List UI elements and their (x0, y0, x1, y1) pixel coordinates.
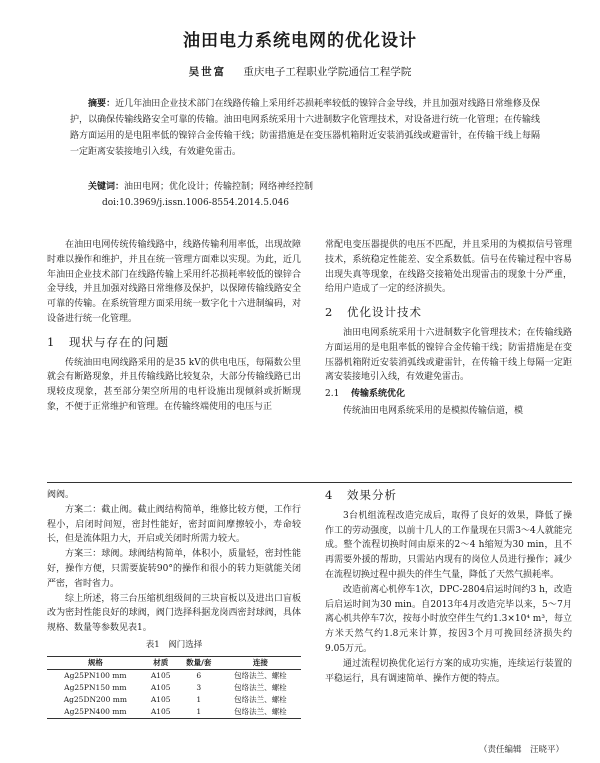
author-affiliation: 重庆电子工程职业学院通信工程学院 (243, 66, 412, 78)
table-cell: Ag25DN200 mm (63, 694, 127, 704)
subsection-heading-2-1 (325, 387, 572, 402)
table-cell: Ag25PN400 mm (47, 706, 144, 719)
section-number: 4 (325, 488, 334, 502)
section-heading-1 (47, 335, 301, 350)
table-row (47, 669, 301, 682)
table-header: 材质 (144, 656, 178, 669)
table-cell: 包络法兰、螺栓 (234, 694, 287, 704)
table-header: 数量/套 (178, 656, 220, 669)
option-three-paragraph: 方案三：球阀。球阀结构简单，体积小，质量轻，密封性能好，操作方便，只需要旋转90°的操作和很小的转力矩就能关闭严密，省时省力。 (47, 549, 301, 589)
section-number: 1 (47, 334, 56, 349)
section-title: 效果分析 (347, 488, 397, 502)
table-cell: 3 (196, 682, 202, 692)
section-number: 2 (325, 305, 334, 320)
summary-paragraph: 综上所述，将三台压缩机组级间的三块盲板以及进出口盲板改为密封性能良好的球阀，阀门选择科据龙岗西密封球阀，具体规格、数量等参数见表1。 (47, 593, 301, 634)
effect-paragraph: 3台机组流程改造完成后，取得了良好的效果，降低了操作工的劳动强度，以前十几人的工作量现在只需3～4人就能完成。整个流程切换时间由原来的2～4 h缩短为30 min，且不再需要外援的帮助，只需站内现有的岗位人员进行操作；减少在流程切换过程中损失的伴生气量，降低了天然气损耗率。 (325, 510, 572, 580)
article-divider (47, 482, 572, 483)
section2-paragraph: 油田电网系统采用十六进制数字化管理技术；在传输线路方面运用的是电阻率低的镍锌合金传输干线；防雷措施是在变压器机箱附近安装消弧线或避雷针，在传输干线上每隔一定距离安装接地引入线，有效避免雷击。 (325, 327, 572, 383)
author-line (0, 64, 600, 79)
keywords-label: 关键词： (88, 182, 125, 192)
table-caption: 表1 阀门选择 (145, 639, 203, 650)
table-cell: 1 (196, 694, 202, 704)
continued-fragment: 阀阀。 (47, 490, 75, 500)
table-cell: A105 (150, 694, 171, 704)
column-right-upper (325, 238, 572, 419)
subsection-paragraph: 传统油田电网系统采用的是模拟传输信道，模 (343, 405, 524, 416)
section1-paragraph: 传统油田电网线路采用的是35 kV的供电电压，每隔数公里就会有断路现象，并且传输线路比较复杂，大部分传输线路已出现较皮现象，甚至部分架空所用的电杆设施出现倾斜或折断现象，不便于正常维护和管理。在传输终端使用的电压与正 (47, 357, 301, 412)
subsection-number: 2.1 (325, 389, 340, 400)
column-left-lower (47, 488, 301, 719)
table-header: 规格 (47, 656, 144, 669)
section-title: 优化设计技术 (347, 305, 422, 320)
paper-title: 油田电力系统电网的优化设计 (183, 31, 417, 51)
table-row (47, 682, 301, 694)
author-name: 吴世富 (188, 66, 227, 78)
table-header: 连接 (220, 656, 301, 669)
column-right-lower (325, 488, 572, 686)
section-heading-2 (325, 305, 572, 320)
table-cell: 包络法兰、螺栓 (234, 670, 287, 680)
table-cell: 6 (196, 670, 202, 680)
table-cell: Ag25PN100 mm (64, 670, 127, 680)
table-cell: A105 (144, 706, 178, 719)
valve-table (47, 638, 301, 719)
keywords-text: 油田电网；优化设计；传输控制；网络神经控制 (124, 182, 314, 192)
editor-note: （责任编辑 汪晓平） (478, 745, 564, 755)
table-row (47, 694, 301, 706)
effect-paragraph: 改造前离心机停车1次，DPC-2804启运时间约3 h，改造后启运时间为30 min。自2013年4月改造完毕以来，5～7月离心机共停车7次，按每小时放空伴生气约1.3×10⁴ m³，每立方米天然气约1.8元来计算，按因3个月可挽回经济损失约9.05万元。 (325, 584, 572, 654)
continued-paragraph: 常配电变压器提供的电压不匹配，并且采用的为模拟信号管理技术，系统稳定性能差、安全系数低。信号在传输过程中容易出现失真等现象，在线路交接箱处出现雷击的现象十分严重，给用户造成了一定的经济损失。 (325, 240, 572, 295)
table-row (47, 706, 301, 719)
table-cell: 包络法兰、螺栓 (220, 706, 301, 719)
subsection-title: 传输系统优化 (351, 389, 406, 400)
section-title: 现状与存在的问题 (69, 334, 169, 349)
keywords (70, 180, 540, 194)
option-two-paragraph: 方案二：截止阀。截止阀结构简单，维修比较方便，工作行程小，启闭时间短，密封性能好，密封面间摩擦较小，寿命较长，但是流体阻力大，开启或关闭时所需力较大。 (47, 504, 301, 545)
table-header-row (47, 656, 301, 669)
abstract (70, 96, 540, 160)
table-cell: A105 (150, 682, 171, 692)
table-cell: A105 (150, 670, 171, 680)
column-left-upper (47, 238, 301, 415)
intro-paragraph: 在油田电网传统传输线路中，线路传输利用率低，出现故障时难以操作和维护，并且在统一管理方面难以实现。为此，近几年油田企业技术部门在线路传输上采用纤芯损耗率较低的镍锌合金导线，并且加强对线路日常维修及保护，以保障传输线路安全可靠的传输。在系统管理方面采用统一数字化十六进制编码，对设备进行统一化管理。 (47, 240, 301, 324)
table (47, 656, 301, 719)
effect-paragraph: 通过流程切换优化运行方案的成功实施，连续运行装置的平稳运行，具有调速简单、操作方便的特点。 (325, 658, 572, 684)
table-cell: Ag25PN150 mm (64, 682, 127, 692)
doi: doi:10.3969/j.issn.1006-8554.2014.5.046 (102, 198, 290, 208)
abstract-label: 摘要： (88, 99, 116, 109)
table-cell: 1 (178, 706, 220, 719)
section-heading-4 (325, 488, 572, 503)
abstract-text: 近几年油田企业技术部门在线路传输上采用纤芯损耗率较低的镍锌合金导线，并且加强对线路日常维修及保护，以确保传输线路安全可靠的传输。油田电网系统采用十六进制数字化管理技术，对设备进行统一化管理；在传输线路方面运用的是电阻率低的镍锌合金传输干线；防雷措施是在变压器机箱附近安装消弧线或避雷针，在传输干线上每隔一定距离安装接地引入线，有效避免雷击。 (70, 99, 540, 157)
table-cell: 包络法兰、螺栓 (234, 682, 287, 692)
